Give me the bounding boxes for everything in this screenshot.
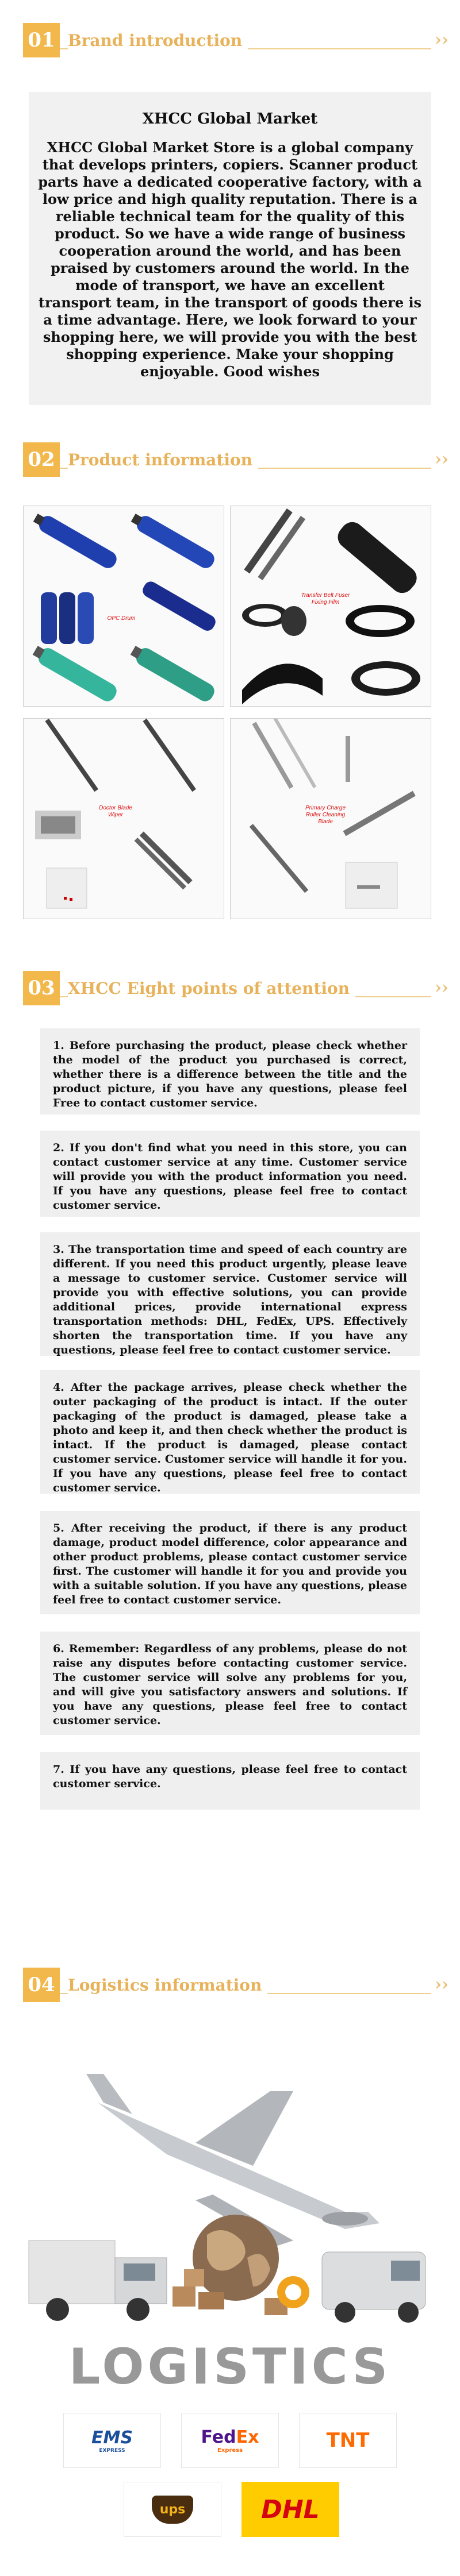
- ems-logo-text: EMS: [91, 2427, 133, 2448]
- section-title: Product information: [68, 450, 258, 469]
- transfer-belt-illustration: [231, 506, 431, 706]
- section-header-product: [23, 442, 448, 477]
- logistics-illustration: [23, 2068, 437, 2338]
- ups-logo-text: ups: [152, 2496, 194, 2524]
- attention-text: 1. Before purchasing the product, please check whether the model of the product you purchased is correct, whether there is a difference between the title and the product picture, if you have any questions, please feel Free to contact customer service.: [53, 1039, 407, 1109]
- attention-item: [40, 1632, 420, 1735]
- ups-logo: [124, 2482, 221, 2537]
- attention-text: 5. After receiving the product, if there is any product damage, product model difference, color appearance and other product problems, please contact customer service first. The customer will handle it for you and provide you with a suitable solution. If you have any questions, please feel free to contact customer service.: [53, 1522, 407, 1606]
- attention-text: 4. After the package arrives, please check whether the outer packaging of the product is intact. If the outer packaging of the product is damaged, please take a photo and keep it, and then check whether the product is intact. If the product is damaged, please contact customer service. Customer service will handle it for you. If you have any questions, please feel free to contact customer service.: [53, 1381, 407, 1494]
- section-title: XHCC Eight points of attention: [68, 979, 355, 998]
- doctor-blade-illustration: [24, 719, 224, 919]
- product-label: OPC Drum: [107, 615, 136, 622]
- transfer-belt-image: [230, 506, 431, 707]
- ems-logo-subtext: EXPRESS: [99, 2447, 125, 2454]
- fedex-ex-text: Ex: [236, 2427, 259, 2447]
- charge-roller-image: [230, 718, 431, 919]
- doctor-blade-image: [23, 718, 224, 919]
- brand-title: XHCC Global Market: [142, 110, 318, 128]
- section-number: 01: [23, 23, 60, 57]
- attention-item: [40, 1752, 420, 1810]
- attention-item: [40, 1131, 420, 1217]
- double-chevron-icon: ››: [435, 978, 448, 998]
- ems-logo: [63, 2413, 161, 2468]
- van-icon: [322, 2252, 425, 2323]
- product-image-grid: [23, 506, 431, 919]
- fedex-logo: [181, 2413, 279, 2468]
- brand-introduction-box: [29, 92, 431, 405]
- attention-item: [40, 1028, 420, 1115]
- attention-text: 3. The transportation time and speed of each country are different. If you need this product urgently, please leave a message to customer service. Customer service will provide you with effective solutions, you can provide additional prices, provide international express transportation methods: DHL, FedEx, UPS. Effectively shorten the transportation time. If you have any questions, please feel free to contact customer service.: [53, 1243, 407, 1356]
- opc-drum-illustration: [24, 506, 224, 706]
- attention-item: [40, 1511, 420, 1614]
- attention-text: 2. If you don't find what you need in this store, you can contact customer service at any time. Customer service will provide you with the product information you need. If you have any questions, please feel free to contact customer service.: [53, 1142, 407, 1212]
- section-number: 02: [23, 442, 60, 477]
- attention-text: 7. If you have any questions, please feel free to contact customer service.: [53, 1763, 407, 1790]
- section-header-logistics: [23, 1968, 448, 2002]
- section-title: Logistics information: [68, 1976, 267, 1995]
- truck-icon: [29, 2240, 167, 2321]
- logistics-panel: [23, 2068, 437, 2574]
- double-chevron-icon: ››: [435, 449, 448, 469]
- double-chevron-icon: ››: [435, 1975, 448, 1995]
- fedex-logo-subtext: Express: [217, 2447, 243, 2454]
- section-title: Brand introduction: [68, 31, 248, 50]
- logistics-word: LOGISTICS: [68, 2338, 392, 2396]
- product-label: Transfer Belt Fuser Fixing Film: [301, 592, 350, 606]
- tnt-logo-text: TNT: [326, 2429, 370, 2452]
- opc-drum-image: [23, 506, 224, 707]
- dhl-logo: [241, 2482, 339, 2537]
- section-header-brand: [23, 23, 448, 57]
- product-label: Doctor Blade Wiper: [99, 805, 132, 818]
- section-number: 04: [23, 1968, 60, 2002]
- fedex-fed-text: Fed: [201, 2427, 236, 2447]
- section-header-attention: [23, 971, 448, 1005]
- attention-item: [40, 1232, 420, 1356]
- attention-item: [40, 1370, 420, 1494]
- attention-text: 6. Remember: Regardless of any problems, please do not raise any disputes before contacting customer service. The customer service will solve any problems for you, and will give you satisfactory answers and solutions. If you have any questions, please feel free to contact customer service.: [53, 1642, 407, 1727]
- double-chevron-icon: ››: [435, 30, 448, 50]
- tnt-logo: [299, 2413, 397, 2468]
- product-label: Primary Charge Roller Cleaning Blade: [305, 805, 346, 825]
- brand-description: XHCC Global Market Store is a global company that develops printers, copiers. Scanner product parts have a dedicated cooperative factory, with a low price and high quality reputation. There is a reliable technical team for the quality of this product. So we have a wide range of business cooperation around the world, and has been praised by customers around the world. In the mode of transport, we have an excellent transport team, in the transport of goods there is a time advantage. Here, we look forward to your shopping here, we will provide you with the best shopping experience. Make your shopping enjoyable. Good wishes: [38, 139, 422, 380]
- dhl-logo-text: DHL: [261, 2494, 320, 2524]
- section-number: 03: [23, 971, 60, 1005]
